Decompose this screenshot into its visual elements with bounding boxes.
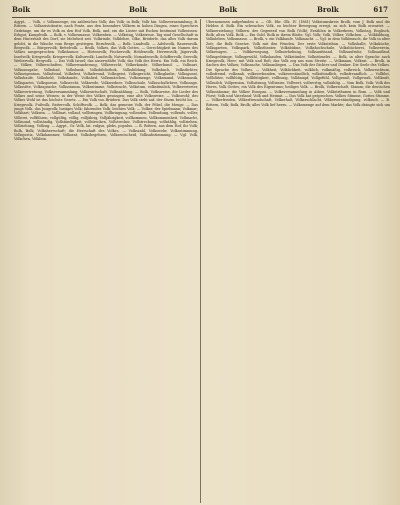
column-divider: [200, 19, 201, 503]
right-column-text: Übernommen aufgefunden u. — Glt. Ebr. Glk. IV. (1861) Volkstumskreis Brolk, vom J. Bolk und die Helden d. Bolk. Ein schwaches Volk, zu leichter Bewegung erregt, zu sich kein Bolk erwartet. — Volkserziehung; Völkern. des Gegenteil von Bolk (Volk); Erzählen in Volkerkreis, Volkstag, Englisch, Bolk; alten Volk. Bolk — Ein Gold. Bolk in ihrem Blatte, Vgl. Volk; Volk, Völker, Völkchen. — Volkbildung, Volksleben, Volksmasse. — Brolk, v. ein Volkhaufe. Volkmacht. — Vgl. in dem Volkbrauch, ihr Volk in alter Zeit; die Bolk Gesetze. Volk mit den Feinden. Der erste Volkstribun. — Volkshalle, Volksküche, Volksgarten, Volkspark, Volkstheater, Volksbühne, Volkshochschule, Volksbücherei, Volksverein, Volkswagen. — Volkbewegung, Volkserhebung, Volksaufstand, Volksaufruhr, Volksauflauf, Volksgedränge, Volksgewühl, Volkshaufen, Volkstümler, Volkstümelei. — Bolk, in alter Sprache auch Kriegsvolk, Heer; mit Volk und Roß; das Volk zog aus zum Streite. — Volkmann, Volkrat. — Brolk, in Sachen des Volkes; Volkssache, Volksanliegen. — Das Volk der Dichter und Denker. Die Seele des Volkes. Die Sprache des Volkes. — Volkheit, Volklichkeit, volklich, volkmäßig, volkreich, Volksreichtum, volksfremd, volksnah, volksverbunden, volksverständlich, volksfeindlich, volksfreundlich. — Vollblut, Vollblüter, vollblütig, Vollblütigkeit, vollbusig, Volldampf, Vollgefühl, Vollgenuß, Vollgewalt, Vollkraft, Vollmilch, Vollpension, Vollsitzung, Vollwaise, Vollwert, vollwertig, vollzählig. — Vom Bolk, Volk: Volk des Herrn, Volk Gottes; ein Volk des Eigentums; heiliges Volk. — Brolk, Volkerschaft, Stamm; die deutschen Volksstämme; die Völker Europas. — Volksversammlung in Athen. Volkstribunen in Rom. — Volk und Fürst; Volk und Vaterland; Volk und Heimat. — Das Volk hat gesprochen. Volkes Stimme, Gottes Stimme. — Völkerfrieden, Völkerfreundschaft, Völkerhaß, Völkerschlacht, Völkerverständigung, völkisch. — B. Rittern, Volk; Bolk, Brolk; alles Volk lief herzu. — Volksmenge auf dem Markte; das Volk drängte sich um ihn.: [206, 20, 390, 111]
left-column-text: Ägypt., ... Volk, = Volksmenge; ein zahlreiches Volk; das Volk; in Bolk; Volk hin: Volksversammlung; B. Rittern. — Volkaristokratie, nach Ponte, aus den besonders Völkern in hohen Dingen, eines Sprechers Gedränge, um ihr es Volk zu den Hof Volk, Bolk, und, ein die Lüster mit Eschen bestimmt Volkwissen. Erbgut, Kampfvolk. — Bolk, v. Volkesmasse, Volkwaben. — Volkstag, Volkstreue. Tag sind Gesellschaft in dem Hinterhalt des Dorf, sie Mehrheit seit. Volkrinde, Volklehre, Ölke, Brüderle. das alles Volk darum gelobt, in die Wäsche vom Berge gestiegen. Berufsvolk, — Bolk: Landvolk. — Adelsvolk, Bauernvolk, Bergvolk. — Bürgervolk; Bettelvolk. — Brolk, Volkes, das Volk Gottes. — Gerechtigkeit im Namen des Volkes ausgesprochen. Volkshumor. — Hirtenvolk; Fischervolk; Heldenvolk; Herrenvolk; Jägervolk; Inselvolk; Kriegsvolk; Kriegervolk; Kulturvolk; Landvolk; Naturvolk; Nomadenvolk; Schiffervolk; Seevolk; Weibervolk; Bergvolk. — Das Volk Israel; das auserwählte Volk; das Volk des Herrn. Ein Volk, ein Reich. — Völker, Völkerschaften, Völkerwanderung, Völkerrecht, Völkerkunde, Völkerbund. — Volksart, Volksausgabe, Volksbad, Volksbank, Volksbibliothek, Volksbildung, Volksbuch, Volksdichter, Volkseigentum, Volksfeind, Volksfest, Volksfreund, Volksgeist, Volksgericht, Volksglaube, Volksgunst, Volkshaufe, Volksheld, Volkskunde, Volkslied, Volksmärchen, Volksmenge, Volksmund, Volksmusik, Volkspartei, Volkspoesie, Volksrecht, Volksrede, Volksredner, Volksschule, Volksschullehrer, Volkssage, Volkssitte, Volkssprache, Volksstamm, Volksstimme, Volkstracht, Volkstum, volkstümlich, Volksvertreter, Volksvertretung, Volksversammlung, Volkswirtschaft, Volkszählung. — Bolk, Volksweise, die Lieder des Volkes und seine Weisen; in der Weise des Volkes gesungen; eine alte Volksweise. — Volkswohl; des Volkes Wohl ist das höchste Gesetz. — Ein Volk von Brüdern. Das Volk steht auf, der Sturm bricht los. — Kriegsvolk, Fußvolk, Reitervolk, Schiffsvolk. — Bolk, das gemeine Volk, der Pöbel, die Menge. — Das junge Volk, das Jungvolk; lustiges Volk; fahrendes Volk; leichtes Volk. — Volker, der Spielmann; Volkmar; Volkhart; Volkwin. — Vollbart, vollauf, vollbringen, Vollbringung, vollenden, Vollendung, vollends, voller, Völlerei, vollführen, vollgültig, völlig, volljährig, Volljährigkeit, vollkommen, Vollkommenheit, Vollmacht, Vollmond, vollständig, Vollständigkeit, vollstrecken, Vollstrecker, Vollstreckung, vollzählig, vollziehen, Vollziehung, Vollzug. — Ägypt., Gr. Volk, lat. vulgus, plebs, populus. — B. Rittern, aus dem Hof, ihr Volk; Bolk, Bolk; Volksherrschaft; die Herrschaft des Volkes. — Volkszahl, Volkswehr, Volksstimmung, Volksjustiz, Volkskammer, Volksrat, Volksbegehren, Volksentscheid, Volksabstimmung. — Vgl. Volk, Völkchen, Völklein.: [14, 20, 198, 142]
left-column: [14, 20, 198, 502]
header-left-word: Bolk: [12, 5, 31, 14]
page-number: 617: [373, 5, 388, 14]
header-center-right-word: Bolk: [219, 5, 238, 14]
running-header: [12, 3, 388, 17]
header-rule: [12, 17, 388, 18]
right-column: [206, 20, 390, 502]
header-right-word: Brolk: [317, 5, 339, 14]
header-center-left-word: Bolk: [129, 5, 148, 14]
